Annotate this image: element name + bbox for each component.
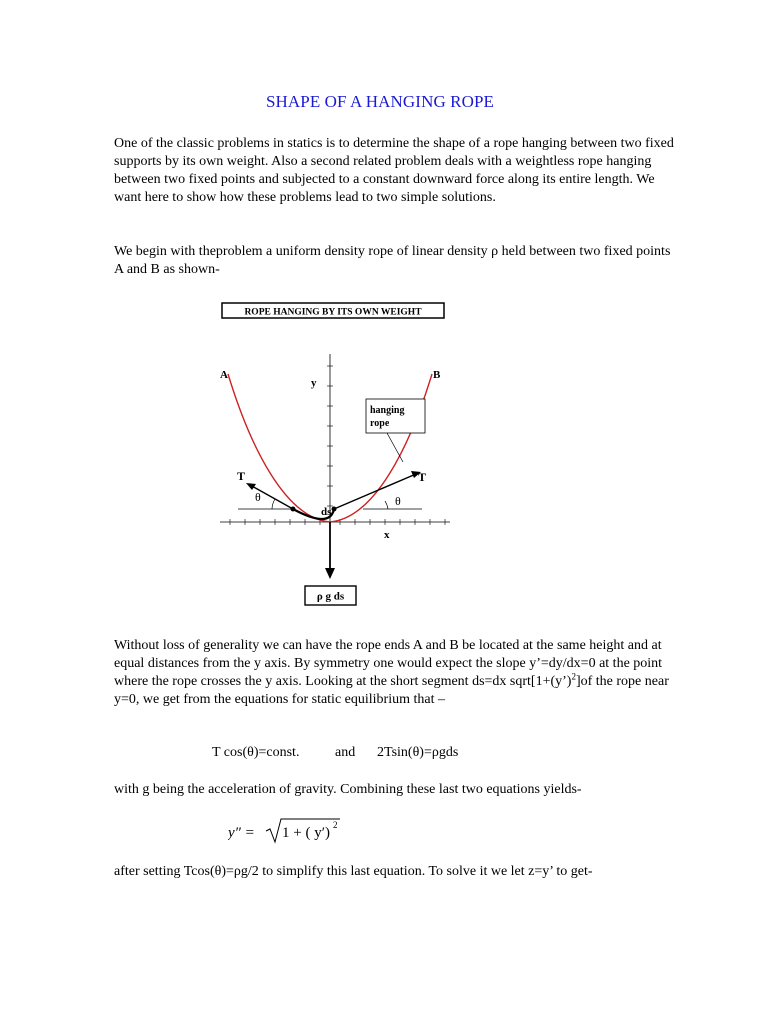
equation-tcos: T cos(θ)=const. (212, 745, 300, 760)
generality-text-1: Without loss of generality we can have the rope ends A and B be located at the same height and at equal distances from the y axis. By symmetry one would expect the slope y’=dy/dx=0 at the point where the rope crosses the y axis. Looking at the short segment ds=dx sqrt[1+(y’) (114, 638, 663, 689)
tension-arrow-right (334, 474, 416, 509)
formula-lhs: y″ = (228, 825, 255, 841)
equilibrium-equations (212, 744, 458, 762)
theta-arc-left (272, 499, 275, 509)
label-t-left: T (237, 469, 246, 483)
weight-label: ρ g ds (316, 590, 345, 603)
ode-formula (228, 812, 358, 846)
label-t-right: T (418, 470, 427, 484)
gravity-paragraph: with g being the acceleration of gravity. Combining these last two equations yields- (114, 782, 582, 797)
after-paragraph: after setting Tcos(θ)=ρg/2 to simplify this last equation. To solve it we let z=y’ to get- (114, 864, 593, 879)
tension-arrowhead-left (246, 483, 256, 490)
label-y: y (311, 377, 317, 389)
formula-exponent: 2 (333, 820, 338, 830)
begin-paragraph: We begin with theproblem a uniform density rope of linear density ρ held between two fixed points A and B as shown- (114, 244, 671, 277)
label-theta-left: θ (255, 490, 261, 504)
callout-line2: rope (370, 418, 390, 429)
generality-superscript: 2 (571, 671, 576, 682)
label-ds: ds (321, 506, 332, 518)
generality-text-2: ]of the rope near y=0, we get from the equations for static equilibrium that – (114, 674, 669, 707)
formula-radicand: 1 + ( y′) (282, 825, 330, 841)
label-b: B (433, 369, 441, 381)
rope-diagram (200, 296, 460, 612)
figure-caption: ROPE HANGING BY ITS OWN WEIGHT (244, 307, 422, 318)
callout-leader (387, 433, 403, 462)
theta-arc-right (385, 501, 388, 509)
label-a: A (220, 369, 228, 381)
page-title: SHAPE OF A HANGING ROPE (265, 92, 495, 111)
label-x: x (384, 529, 390, 541)
intro-paragraph: One of the classic problems in statics is to determine the shape of a rope hanging between two fixed supports by its own weight. Also a second related problem deals with a weightless rope hanging between two fixed points and subjected to a constant downward force along its entire length. We want here to show how these problems lead to two simple solutions. (114, 136, 674, 205)
weight-arrowhead (325, 568, 335, 579)
axis-ticks (230, 366, 445, 525)
equation-and: and (335, 745, 356, 760)
label-theta-right: θ (395, 494, 401, 508)
callout-line1: hanging (370, 405, 405, 416)
equation-tsin: 2Tsin(θ)=ρgds (377, 745, 459, 760)
generality-paragraph (114, 637, 674, 709)
